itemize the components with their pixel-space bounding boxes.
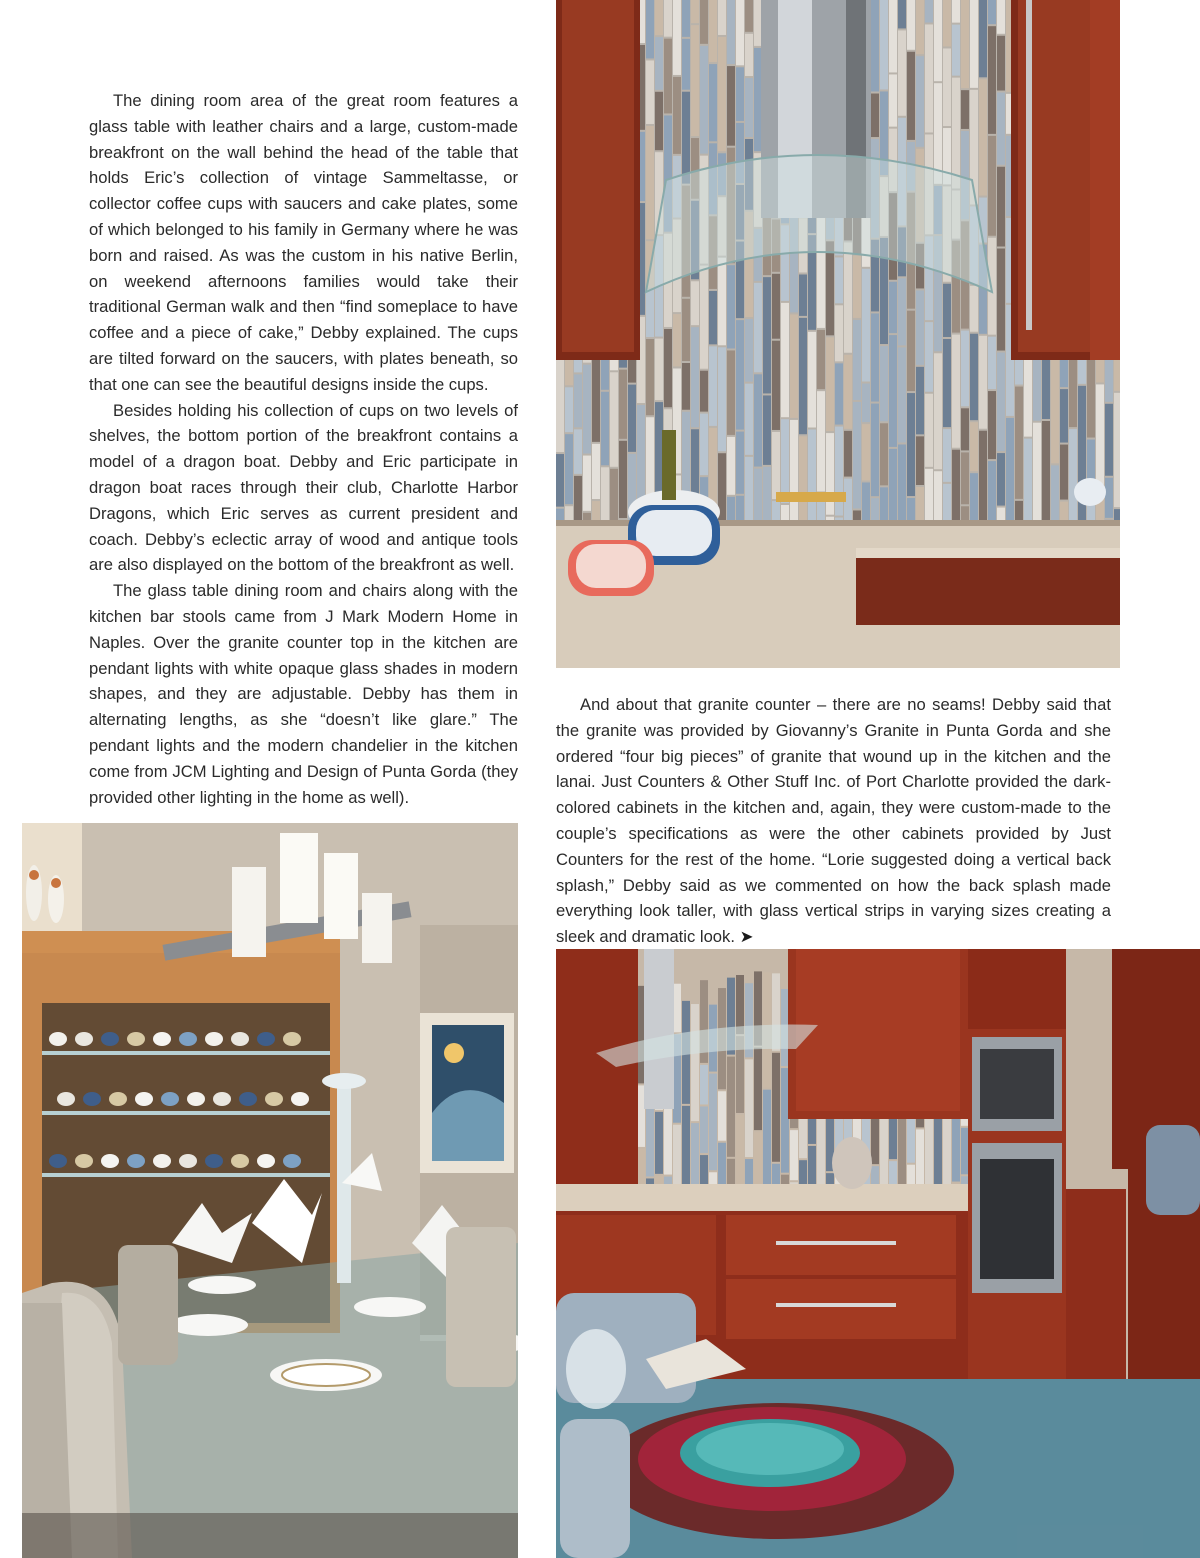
glass-tile — [691, 327, 699, 427]
glass-tile — [1087, 440, 1095, 483]
glass-tile — [709, 428, 717, 509]
glass-tile — [655, 1112, 663, 1174]
glass-tile — [853, 256, 861, 318]
glass-tile — [727, 350, 735, 434]
glass-tile — [799, 274, 807, 315]
glass-tile — [799, 318, 807, 434]
collector-cup — [101, 1032, 119, 1046]
collector-cup — [153, 1032, 171, 1046]
glass-tile — [763, 395, 771, 464]
glass-tile — [727, 437, 735, 495]
collector-cup — [283, 1154, 301, 1168]
glass-tile — [718, 37, 726, 151]
glass-tile — [934, 471, 942, 528]
glass-tile — [700, 371, 708, 412]
glass-tile — [664, 329, 672, 407]
glass-tile — [952, 78, 960, 189]
collector-cup — [109, 1092, 127, 1106]
glass-tile — [889, 0, 897, 72]
glass-tile — [655, 92, 663, 150]
glass-tile — [835, 427, 843, 516]
collector-cup — [179, 1032, 197, 1046]
glass-tile — [925, 0, 933, 22]
glass-tile — [718, 1091, 726, 1140]
collector-cup — [283, 1032, 301, 1046]
decorative-vase — [832, 1137, 872, 1189]
glass-tile — [655, 37, 663, 90]
glass-tile — [916, 367, 924, 434]
glass-tile — [709, 346, 717, 426]
glass-tile — [1042, 421, 1050, 520]
glass-tile — [799, 436, 807, 526]
glass-tile — [1105, 478, 1113, 518]
glass-tile — [880, 346, 888, 421]
glass-tile — [979, 79, 987, 195]
glass-tile — [718, 347, 726, 451]
glass-tile — [673, 77, 681, 154]
oil-bottle — [662, 430, 676, 500]
collector-cup — [291, 1092, 309, 1106]
glass-tile — [736, 432, 744, 494]
glass-tile — [691, 25, 699, 136]
collector-cup — [127, 1154, 145, 1168]
glass-tile — [601, 467, 609, 523]
glass-tile — [916, 436, 924, 485]
glass-tile — [736, 0, 744, 65]
kitchen-photo-art — [556, 949, 1200, 1558]
glass-tile — [889, 335, 897, 447]
glass-tile — [691, 1004, 699, 1121]
glass-tile — [916, 56, 924, 147]
glass-tile — [727, 66, 735, 146]
glass-tile — [961, 452, 969, 504]
glass-tile — [997, 36, 1005, 91]
collector-cup — [135, 1092, 153, 1106]
glass-tile — [790, 420, 798, 535]
paragraph-dining-room: The dining room area of the great room features a glass table with leather chairs and a large, custom-made breakfront on the wall behind the head of the table that holds Eric’s collection of vintage Sammeltasse, or collector coffee cups with saucers and cake plates, some of which belonged to his family in Germany where he was born and raised. As was the custom in his native Berlin, on weekend afternoons families would take their traditional German walk and then “find someplace to have coffee and a piece of cake,” Debby explained. The cups are tilted forward on the saucers, with plates beneath, so that one can see the beautiful designs inside the cups. — [89, 91, 518, 394]
glass-tile — [682, 1106, 690, 1193]
glass-tile — [1078, 386, 1086, 486]
glass-tile — [1006, 418, 1014, 525]
collector-cup — [213, 1092, 231, 1106]
glass-tile — [988, 26, 996, 134]
glass-tile — [871, 313, 879, 401]
glass-tile — [655, 0, 663, 35]
collector-cup — [127, 1032, 145, 1046]
glass-tile — [673, 314, 681, 366]
wine-glass — [566, 1329, 626, 1409]
glass-tile — [916, 290, 924, 364]
glass-tile — [754, 283, 762, 372]
glass-tile — [1033, 423, 1041, 531]
glass-tile — [889, 74, 897, 126]
glass-tile — [736, 975, 744, 1034]
glass-tile — [835, 257, 843, 303]
collector-cup — [75, 1032, 93, 1046]
glass-tile — [700, 414, 708, 476]
glass-tile — [718, 0, 726, 35]
glass-tile — [1060, 389, 1068, 442]
glass-tile — [763, 277, 771, 393]
glass-tile — [682, 363, 690, 410]
glass-tile — [988, 0, 996, 24]
glass-tile — [745, 34, 753, 76]
glass-tile — [997, 353, 1005, 452]
glass-shelf-1 — [42, 1051, 330, 1055]
glass-tile — [898, 0, 906, 28]
glass-tile — [781, 1068, 789, 1173]
glass-tile — [700, 0, 708, 44]
photo-dining-room — [22, 823, 518, 1558]
glass-tile — [790, 1130, 798, 1180]
article-left-column — [89, 88, 518, 810]
glass-tile — [898, 30, 906, 115]
glass-tile — [709, 64, 717, 141]
glass-tile — [943, 284, 951, 337]
glass-tile — [772, 341, 780, 430]
glass-tile — [970, 286, 978, 332]
glass-tile — [745, 78, 753, 137]
glass-tile — [970, 422, 978, 471]
glass-tile — [997, 249, 1005, 351]
glass-tile — [556, 454, 564, 507]
glass-tile — [628, 385, 636, 452]
glass-tile — [1015, 387, 1023, 499]
glass-tile — [826, 241, 834, 335]
continue-arrow-icon: ➤ — [739, 927, 754, 947]
glass-tile — [664, 0, 672, 37]
glass-tile — [646, 60, 654, 124]
glass-tile — [709, 0, 717, 62]
glass-tile — [808, 332, 816, 428]
glass-tile — [934, 353, 942, 469]
glass-tile — [754, 374, 762, 466]
glass-tile — [682, 412, 690, 496]
glass-tile — [871, 404, 879, 497]
glass-tile — [736, 67, 744, 121]
glass-tile — [961, 0, 969, 88]
glass-tile — [961, 408, 969, 450]
glass-tile — [682, 39, 690, 90]
glass-tile — [871, 0, 879, 92]
glass-tile — [916, 0, 924, 54]
glass-tile — [988, 136, 996, 236]
glass-tile — [961, 331, 969, 407]
glass-tile — [790, 314, 798, 418]
glass-shelf-2 — [42, 1111, 330, 1115]
glass-tile — [952, 25, 960, 76]
glass-tile — [574, 429, 582, 474]
glass-tile — [682, 299, 690, 361]
glass-tile — [673, 984, 681, 1033]
glass-tile — [925, 322, 933, 392]
glass-tile — [637, 405, 645, 499]
collector-cup — [57, 1092, 75, 1106]
glass-tile — [736, 320, 744, 429]
glass-tile — [907, 52, 915, 140]
glass-tile — [700, 1106, 708, 1153]
glass-tile — [583, 456, 591, 511]
glass-tile — [727, 265, 735, 348]
glass-tile — [997, 167, 1005, 247]
glass-tile — [997, 453, 1005, 505]
collector-cup — [265, 1092, 283, 1106]
glass-tile — [943, 0, 951, 46]
glass-tile — [943, 429, 951, 482]
collector-cup — [49, 1032, 67, 1046]
glass-tile — [673, 1125, 681, 1186]
glass-tile — [727, 0, 735, 64]
glass-tile — [1051, 349, 1059, 464]
glass-tile — [601, 392, 609, 466]
glass-tile — [961, 90, 969, 129]
glass-tile — [997, 0, 1005, 34]
glass-tile — [619, 441, 627, 518]
glass-tile — [691, 0, 699, 23]
collector-cup — [257, 1032, 275, 1046]
glass-tile — [1105, 404, 1113, 476]
glass-tile — [610, 372, 618, 467]
glass-tile — [835, 363, 843, 424]
collector-cup — [153, 1154, 171, 1168]
glass-tile — [646, 0, 654, 58]
glass-tile — [691, 281, 699, 325]
glass-tile — [772, 1053, 780, 1162]
glass-tile — [889, 282, 897, 333]
glass-tile — [745, 319, 753, 382]
glass-tile — [808, 430, 816, 535]
glass-tile — [1060, 445, 1068, 500]
glass-tile — [898, 347, 906, 442]
photo-kitchen-backsplash — [556, 0, 1120, 668]
collector-cup — [161, 1092, 179, 1106]
glass-tile — [925, 24, 933, 132]
glass-tile — [853, 402, 861, 509]
collector-cup — [257, 1154, 275, 1168]
glass-tile — [646, 126, 654, 239]
glass-tile — [844, 355, 852, 429]
glass-tile — [1114, 393, 1120, 507]
glass-tile — [772, 432, 780, 499]
glass-tile — [862, 383, 870, 422]
glass-tile — [817, 330, 825, 389]
glass-tile — [565, 434, 573, 504]
glass-tile — [988, 391, 996, 459]
glass-tile — [844, 242, 852, 352]
glass-tile — [754, 1048, 762, 1131]
glass-tile — [826, 433, 834, 515]
glass-tile — [565, 387, 573, 432]
glass-tile — [925, 394, 933, 467]
glass-tile — [574, 374, 582, 427]
glass-tile — [754, 0, 762, 46]
kitchen-counter — [556, 1184, 968, 1214]
glass-tile — [898, 278, 906, 345]
glass-tile — [961, 1128, 969, 1174]
glass-tile — [664, 39, 672, 114]
glass-tile — [934, 1111, 942, 1189]
glass-tile — [718, 258, 726, 346]
glass-tile — [826, 337, 834, 431]
paragraph-granite-counter — [556, 692, 1111, 950]
glass-tile — [880, 0, 888, 89]
glass-tile — [835, 305, 843, 361]
glass-tile — [682, 0, 690, 37]
collector-cup — [205, 1154, 223, 1168]
glass-tile — [781, 303, 789, 417]
glass-tile — [781, 419, 789, 503]
glass-tile — [952, 335, 960, 448]
paragraph-breakfront: Besides holding his collection of cups on two levels of shelves, the bottom portion of the breakfront contains a model of a dragon boat. Debby and Eric participate in dragon boat races through their club, Charlotte Harbor Dragons, which Eric serves as current president and coach. Debby’s eclectic array of wood and antique tools are also displayed on the bottom of the breakfront as well. — [89, 400, 518, 575]
glass-tile — [943, 339, 951, 427]
backsplash-photo-art — [556, 0, 1120, 668]
glass-tile — [772, 274, 780, 339]
glass-tile — [907, 0, 915, 50]
glass-tile — [700, 1065, 708, 1105]
collector-cup — [231, 1032, 249, 1046]
glass-tile — [646, 339, 654, 415]
glass-tile — [880, 423, 888, 485]
glass-tile — [700, 46, 708, 154]
paragraph-furniture-lighting: The glass table dining room and chairs along with the kitchen bar stools came from J Mark Modern Home in Naples. Over the granite counter top in the kitchen are pendant lights with white opaque glass shades in modern shapes, and they are adjustable. Debby has them in alternating lengths, as she “doesn’t like glare.” The pendant lights and the modern chandelier in the kitchen come from JCM Lighting and Design of Punta Gorda (they provided other lighting in the home as well). — [89, 581, 518, 807]
glass-tile — [637, 1085, 645, 1147]
glass-tile — [817, 391, 825, 491]
collector-cup — [187, 1092, 205, 1106]
glass-tile — [979, 0, 987, 77]
glass-tile — [619, 370, 627, 439]
glass-tile — [664, 1102, 672, 1174]
article-right-column — [556, 692, 1111, 950]
glass-tile — [934, 0, 942, 81]
glass-tile — [943, 48, 951, 126]
dining-photo-art — [22, 823, 518, 1558]
collector-cup — [205, 1032, 223, 1046]
lower-cabinets — [856, 555, 1120, 625]
glass-tile — [871, 94, 879, 138]
glass-tile — [970, 334, 978, 420]
glass-tile — [709, 1074, 717, 1171]
range-hood — [644, 949, 674, 1109]
collector-cup — [179, 1154, 197, 1168]
glass-tile — [637, 986, 645, 1084]
glass-tile — [862, 269, 870, 382]
collector-cup — [239, 1092, 257, 1106]
glass-tile — [907, 393, 915, 496]
glass-tile — [655, 339, 663, 401]
glass-tile — [862, 424, 870, 480]
collector-cup — [83, 1092, 101, 1106]
glass-tile — [682, 92, 690, 184]
glass-tile — [592, 444, 600, 499]
collector-cup — [49, 1154, 67, 1168]
collector-cup — [75, 1154, 93, 1168]
glass-tile — [952, 0, 960, 23]
glass-tile — [583, 365, 591, 454]
paragraph-granite-text: And about that granite counter – there are no seams! Debby said that the granite was provided by Giovanny’s Granite in Punta Gorda and she ordered “four big pieces” of granite that wound up in the kitchen and the lanai. Just Counters & Other Stuff Inc. of Port Charlotte provided the dark-colored cabinets in the kitchen and, again, they were custom-made to the couple’s specifications as were the other cabinets provided by Just Counters for the rest of the home. “Lorie suggested doing a vertical back splash,” Debby said as we commented on how the back splash made everything look taller, with glass vertical strips in varying sizes creating a sleek and dramatic look. — [556, 695, 1111, 947]
photo-kitchen-cabinets — [556, 949, 1200, 1558]
glass-tile — [1051, 465, 1059, 521]
glass-tile — [754, 48, 762, 151]
glass-tile — [970, 0, 978, 88]
glass-tile — [979, 336, 987, 429]
glass-tile — [745, 384, 753, 455]
collector-cup — [101, 1154, 119, 1168]
glass-tile — [988, 337, 996, 389]
glass-tile — [907, 311, 915, 391]
upper-cabinet-left — [556, 949, 638, 1184]
glass-tile — [844, 431, 852, 477]
glass-tile — [745, 0, 753, 32]
glass-shelf-3 — [42, 1173, 330, 1177]
glass-tile — [1096, 384, 1104, 484]
glass-tile — [700, 266, 708, 369]
glass-tile — [709, 291, 717, 344]
collector-cup — [231, 1154, 249, 1168]
glass-tile — [745, 1059, 753, 1157]
glass-tile — [853, 320, 861, 400]
glass-tile — [1069, 429, 1077, 536]
glass-tile — [997, 93, 1005, 165]
glass-tile — [727, 1057, 735, 1157]
glass-tile — [673, 0, 681, 75]
glass-tile — [646, 290, 654, 337]
